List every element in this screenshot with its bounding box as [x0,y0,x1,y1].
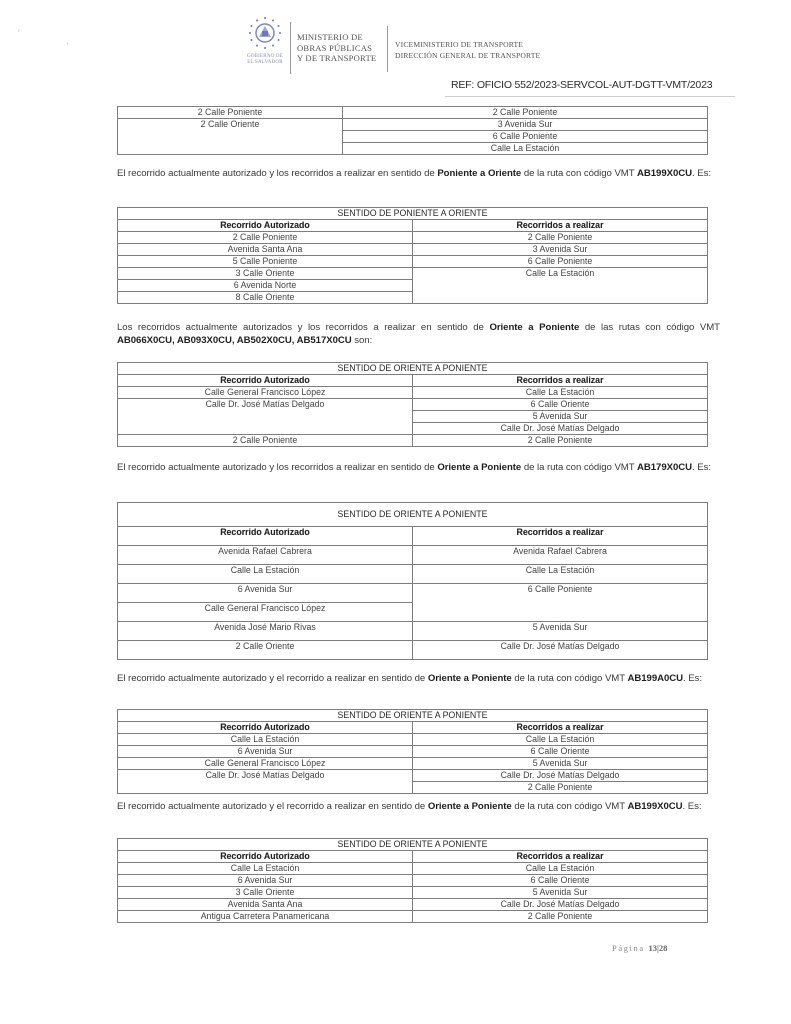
table-cell: Calle Dr. José Matías Delgado [413,641,708,660]
route-description-paragraph: Los recorridos actualmente autorizados y los recorridos a realizar en sentido de Oriente a Poniente de las rutas con código VMT AB066X0CU, AB093X0CU, AB502X0CU, AB517X0CU son: [117,322,720,347]
table-cell: Calle Dr. José Matías Delgado [413,770,708,782]
government-logo [243,16,287,76]
table-row [118,399,708,411]
reference-number: REF: OFICIO 552/2023-SERVCOL-AUT-DGTT-VMT/2023 [451,79,713,91]
table-row [118,899,708,911]
table-cell: 2 Calle Poniente [118,232,413,244]
table-cell: Calle La Estación [413,268,708,304]
table-header-row [118,220,708,232]
column-header-to-perform: Recorridos a realizar [413,375,708,387]
ministry-name: MINISTERIO DE OBRAS PÚBLICAS Y DE TRANSPORTE [297,32,377,63]
column-header-authorized: Recorrido Autorizado [118,722,413,734]
table-header-row [118,527,708,546]
table-row [118,746,708,758]
table-cell: Avenida Rafael Cabrera [413,546,708,565]
table-cell: 5 Calle Poniente [118,256,413,268]
table-cell: Calle Dr. José Matías Delgado [413,899,708,911]
table-header-row [118,722,708,734]
route-code: AB179X0CU [637,462,693,473]
table-row [118,770,708,782]
table-cell: 2 Calle Oriente [118,119,343,155]
table-cell: 2 Calle Oriente [118,641,413,660]
table-row [118,256,708,268]
table-title-row [118,839,708,851]
table-cell: Calle La Estación [413,734,708,746]
table-row [118,863,708,875]
table-row [118,875,708,887]
table-row [118,232,708,244]
table-cell: 2 Calle Poniente [413,911,708,923]
table-cell: 6 Calle Oriente [413,746,708,758]
table-cell: 6 Avenida Sur [118,746,413,758]
table-cell: Calle Dr. José Matías Delgado [118,399,413,435]
table-row [118,911,708,923]
table-cell: 6 Calle Oriente [413,875,708,887]
table-title: SENTIDO DE ORIENTE A PONIENTE [118,503,708,527]
table-cell: 6 Calle Poniente [343,131,708,143]
table-row [118,758,708,770]
table-cell: 5 Avenida Sur [413,758,708,770]
routes-table-oriente-poniente-3 [117,709,708,794]
table-row [118,107,708,119]
table-title: SENTIDO DE ORIENTE A PONIENTE [118,839,708,851]
column-header-authorized: Recorrido Autorizado [118,220,413,232]
table-header-row [118,851,708,863]
route-description-paragraph: El recorrido actualmente autorizado y el recorrido a realizar en sentido de Oriente a Poniente de la ruta con código VMT AB199A0CU. Es: [117,673,702,684]
table-cell: 2 Calle Poniente [343,107,708,119]
route-description-paragraph: El recorrido actualmente autorizado y el recorrido a realizar en sentido de Oriente a Poniente de la ruta con código VMT AB199X0CU. Es: [117,801,702,812]
government-logo-text: GOBIERNO DE EL SALVADOR [247,54,283,65]
table-cell: Calle La Estación [118,863,413,875]
column-header-authorized: Recorrido Autorizado [118,527,413,546]
table-title-row [118,710,708,722]
table-cell: Calle La Estación [343,143,708,155]
table-row [118,887,708,899]
table-row [118,565,708,584]
table-cell: Calle La Estación [413,565,708,584]
table-title-row [118,503,708,527]
table-cell: 2 Calle Poniente [413,232,708,244]
table-cell: Calle General Francisco López [118,758,413,770]
table-title-row [118,363,708,375]
table-row [118,435,708,447]
table-cell: 6 Avenida Norte [118,280,413,292]
table-cell: Calle La Estación [413,863,708,875]
routes-table-poniente-oriente [117,207,708,304]
route-code: AB199A0CU [627,673,684,684]
table-cell: 3 Calle Oriente [118,268,413,280]
column-header-authorized: Recorrido Autorizado [118,375,413,387]
table-cell: 2 Calle Poniente [118,435,413,447]
route-codes: AB066X0CU, AB093X0CU, AB502X0CU, AB517X0CU [117,335,352,347]
table-cell: Avenida José Mario Rivas [118,622,413,641]
routes-table-oriente-poniente-1 [117,362,708,447]
header-divider [387,26,388,72]
table-cell: 8 Calle Oriente [118,292,413,304]
reference-underline [445,96,735,97]
table-cell: 6 Calle Oriente [413,399,708,411]
table-cell: Avenida Santa Ana [118,244,413,256]
table-cell: 5 Avenida Sur [413,411,708,423]
table-cell: Antigua Carretera Panamericana [118,911,413,923]
table-cell: 6 Calle Poniente [413,584,708,622]
column-header-to-perform: Recorridos a realizar [413,851,708,863]
table-cell: 3 Avenida Sur [413,244,708,256]
table-cell: 6 Calle Poniente [413,256,708,268]
vice-ministry-name: VICEMINISTERIO DE TRANSPORTE DIRECCIÓN GENERAL DE TRANSPORTE [395,40,541,60]
routes-table-oriente-poniente-2 [117,502,708,660]
table-row [118,584,708,603]
table-cell: 5 Avenida Sur [413,887,708,899]
column-header-to-perform: Recorridos a realizar [413,527,708,546]
table-row [118,622,708,641]
route-code: AB199X0CU [637,168,693,179]
table-row [118,268,708,280]
page-number: Página 13|28 [612,943,668,953]
table-row [118,244,708,256]
scan-mark: · [66,38,69,48]
table-cell: Avenida Santa Ana [118,899,413,911]
table-cell: 5 Avenida Sur [413,622,708,641]
table-title-row [118,208,708,220]
table-title: SENTIDO DE ORIENTE A PONIENTE [118,710,708,722]
table-cell: Avenida Rafael Cabrera [118,546,413,565]
route-code: AB199X0CU [627,801,683,812]
column-header-authorized: Recorrido Autorizado [118,851,413,863]
table-cell: Calle La Estación [118,734,413,746]
column-header-to-perform: Recorridos a realizar [413,220,708,232]
table-cell: 6 Avenida Sur [118,584,413,603]
table-row [118,119,708,131]
column-header-to-perform: Recorridos a realizar [413,722,708,734]
table-cell: Calle Dr. José Matías Delgado [413,423,708,435]
table-cell: 2 Calle Poniente [413,782,708,794]
table-cell: 3 Calle Oriente [118,887,413,899]
table-cell: Calle Dr. José Matías Delgado [118,770,413,794]
table-cell: Calle General Francisco López [118,603,413,622]
table-cell: 3 Avenida Sur [343,119,708,131]
table-title: SENTIDO DE PONIENTE A ORIENTE [118,208,708,220]
route-description-paragraph: El recorrido actualmente autorizado y los recorridos a realizar en sentido de Poniente a Oriente de la ruta con código VMT AB199X0CU. Es: [117,168,711,179]
route-description-paragraph: El recorrido actualmente autorizado y los recorridos a realizar en sentido de Oriente a Poniente de la ruta con código VMT AB179X0CU. Es: [117,462,711,473]
table-cell: Calle La Estación [118,565,413,584]
table-title: SENTIDO DE ORIENTE A PONIENTE [118,363,708,375]
table-cell: 2 Calle Poniente [118,107,343,119]
table-row [118,546,708,565]
header-divider [290,22,291,74]
scan-mark: ′ [18,28,20,38]
table-cell: 2 Calle Poniente [413,435,708,447]
table-cell: 6 Avenida Sur [118,875,413,887]
table-row [118,641,708,660]
table-row [118,387,708,399]
table-row [118,734,708,746]
routes-table-oriente-poniente-4 [117,838,708,923]
coat-of-arms-icon [248,16,282,50]
table-cell: Calle La Estación [413,387,708,399]
routes-table-continuation [117,106,708,155]
table-cell: Calle General Francisco López [118,387,413,399]
table-header-row [118,375,708,387]
